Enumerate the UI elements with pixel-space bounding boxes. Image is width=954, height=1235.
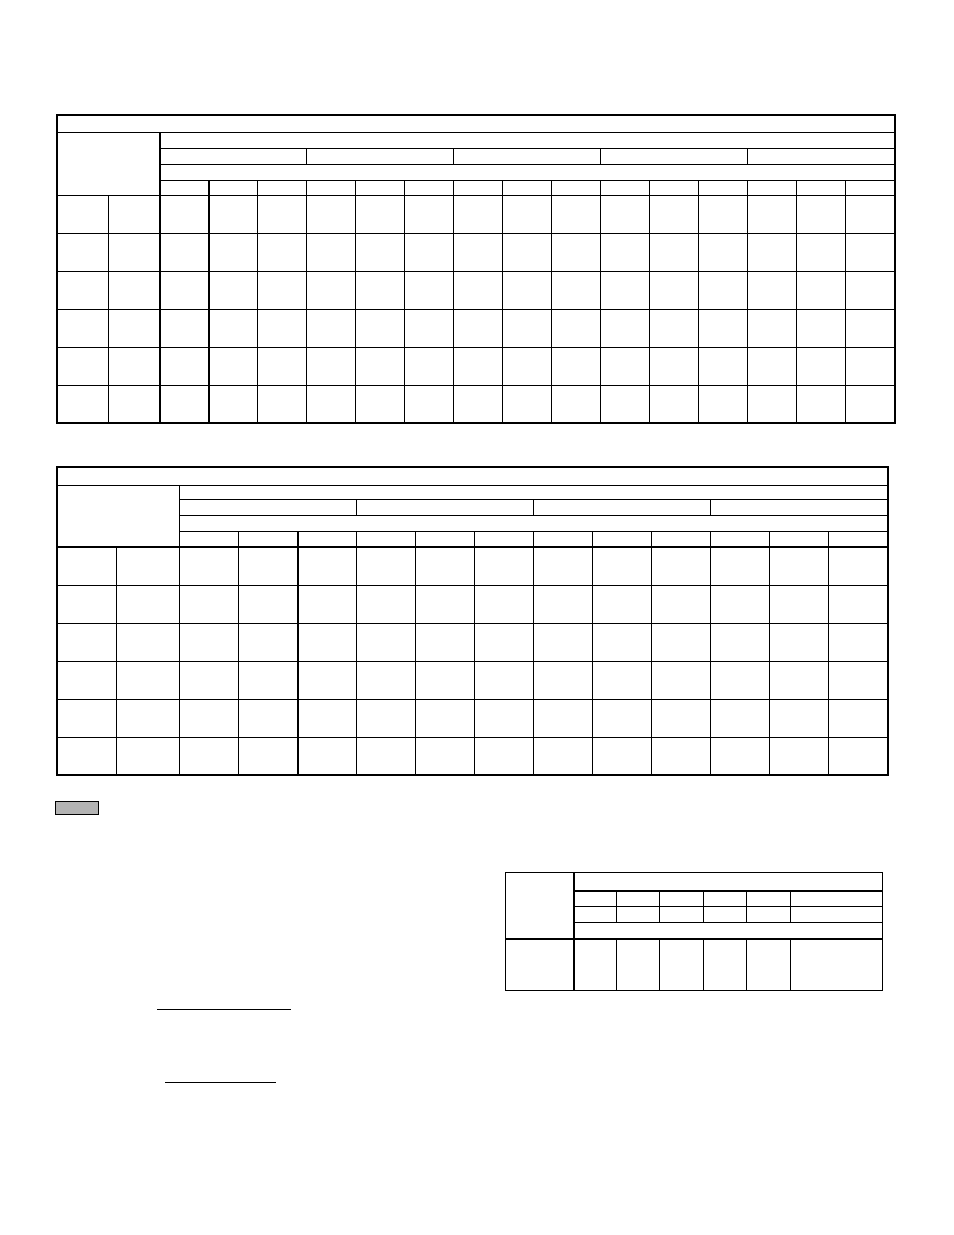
data-cell bbox=[699, 309, 748, 347]
data-cell bbox=[258, 233, 307, 271]
data-cell bbox=[552, 385, 601, 423]
data-cell bbox=[239, 699, 298, 737]
table-row bbox=[57, 385, 895, 423]
data-cell bbox=[209, 347, 258, 385]
data-cell bbox=[552, 195, 601, 233]
table-row bbox=[57, 195, 895, 233]
data-cell bbox=[534, 547, 593, 585]
data-cell bbox=[416, 585, 475, 623]
data-cell bbox=[475, 661, 534, 699]
row-label-cell bbox=[117, 547, 180, 585]
row-label-cell bbox=[109, 309, 160, 347]
row-label-cell bbox=[57, 623, 117, 661]
data-cell bbox=[601, 385, 650, 423]
column-label-cell bbox=[209, 180, 258, 195]
data-cell bbox=[180, 737, 239, 775]
data-cell bbox=[829, 661, 889, 699]
column-label-cell bbox=[239, 531, 298, 547]
table-row bbox=[57, 271, 895, 309]
data-cell bbox=[239, 661, 298, 699]
column-label-cell bbox=[704, 891, 747, 907]
data-cell bbox=[357, 585, 416, 623]
data-cell bbox=[748, 271, 797, 309]
column-label-cell bbox=[660, 907, 704, 923]
data-cell bbox=[475, 547, 534, 585]
data-cell bbox=[711, 661, 770, 699]
data-cell bbox=[829, 547, 889, 585]
data-cell bbox=[829, 585, 889, 623]
table-row bbox=[57, 309, 895, 347]
table-row bbox=[57, 515, 888, 531]
data-cell bbox=[307, 347, 356, 385]
data-cell bbox=[298, 699, 357, 737]
data-cell bbox=[209, 271, 258, 309]
data-cell bbox=[846, 271, 896, 309]
data-cell bbox=[356, 309, 405, 347]
data-cell bbox=[239, 547, 298, 585]
data-cell bbox=[534, 585, 593, 623]
table-row bbox=[57, 547, 888, 585]
data-cell bbox=[180, 661, 239, 699]
data-cell bbox=[503, 271, 552, 309]
data-cell bbox=[593, 737, 652, 775]
data-cell bbox=[503, 385, 552, 423]
subheader-cell bbox=[160, 164, 896, 180]
table-3 bbox=[505, 872, 883, 991]
table-row bbox=[57, 164, 895, 180]
column-label-cell bbox=[797, 180, 846, 195]
data-cell bbox=[791, 939, 883, 991]
data-cell bbox=[416, 699, 475, 737]
row-label-cell bbox=[109, 347, 160, 385]
data-cell bbox=[652, 661, 711, 699]
data-cell bbox=[829, 737, 889, 775]
data-cell bbox=[454, 271, 503, 309]
row-label-cell bbox=[117, 585, 180, 623]
column-label-cell bbox=[574, 891, 617, 907]
data-cell bbox=[593, 661, 652, 699]
data-cell bbox=[552, 309, 601, 347]
data-cell bbox=[574, 939, 617, 991]
column-label-cell bbox=[711, 531, 770, 547]
row-header-block bbox=[57, 132, 160, 195]
data-cell bbox=[454, 195, 503, 233]
table-1 bbox=[56, 114, 896, 424]
data-cell bbox=[748, 195, 797, 233]
data-cell bbox=[356, 385, 405, 423]
data-cell bbox=[797, 347, 846, 385]
data-cell bbox=[239, 737, 298, 775]
data-cell bbox=[747, 939, 791, 991]
group-header-cell bbox=[357, 499, 534, 515]
data-cell bbox=[748, 233, 797, 271]
data-cell bbox=[160, 385, 209, 423]
data-cell bbox=[829, 623, 889, 661]
column-label-cell bbox=[454, 180, 503, 195]
data-cell bbox=[846, 309, 896, 347]
column-label-cell bbox=[552, 180, 601, 195]
data-cell bbox=[593, 623, 652, 661]
data-cell bbox=[711, 585, 770, 623]
row-label-cell bbox=[117, 737, 180, 775]
data-cell bbox=[711, 547, 770, 585]
data-cell bbox=[405, 347, 454, 385]
data-cell bbox=[552, 271, 601, 309]
data-cell bbox=[699, 233, 748, 271]
column-label-cell bbox=[747, 907, 791, 923]
row-label-cell bbox=[57, 737, 117, 775]
data-cell bbox=[552, 233, 601, 271]
table-title-cell bbox=[57, 115, 895, 132]
data-cell bbox=[503, 347, 552, 385]
row-label-cell bbox=[57, 233, 109, 271]
data-cell bbox=[454, 233, 503, 271]
legend-swatch bbox=[55, 801, 99, 815]
column-label-cell bbox=[704, 907, 747, 923]
data-cell bbox=[298, 737, 357, 775]
column-label-cell bbox=[593, 531, 652, 547]
data-cell bbox=[454, 309, 503, 347]
table-row bbox=[57, 180, 895, 195]
data-cell bbox=[405, 271, 454, 309]
data-cell bbox=[770, 585, 829, 623]
signature-line-2 bbox=[165, 1082, 276, 1083]
table-row bbox=[57, 148, 895, 164]
table-row bbox=[57, 585, 888, 623]
data-cell bbox=[797, 233, 846, 271]
row-header-block bbox=[506, 873, 574, 939]
data-cell bbox=[601, 271, 650, 309]
data-cell bbox=[617, 939, 660, 991]
data-cell bbox=[601, 347, 650, 385]
data-cell bbox=[307, 271, 356, 309]
data-cell bbox=[258, 195, 307, 233]
data-cell bbox=[356, 347, 405, 385]
group-header-cell bbox=[180, 499, 357, 515]
table-row bbox=[57, 115, 895, 132]
data-cell bbox=[357, 661, 416, 699]
data-cell bbox=[475, 699, 534, 737]
row-label-cell bbox=[117, 623, 180, 661]
data-cell bbox=[357, 623, 416, 661]
data-cell bbox=[503, 233, 552, 271]
data-cell bbox=[209, 233, 258, 271]
data-cell bbox=[593, 547, 652, 585]
data-cell bbox=[356, 233, 405, 271]
row-label-cell bbox=[109, 195, 160, 233]
group-header-cell bbox=[748, 148, 896, 164]
table-row bbox=[57, 661, 888, 699]
column-label-cell bbox=[298, 531, 357, 547]
data-cell bbox=[475, 585, 534, 623]
data-cell bbox=[652, 585, 711, 623]
data-cell bbox=[748, 385, 797, 423]
row-label-cell bbox=[109, 271, 160, 309]
column-label-cell bbox=[650, 180, 699, 195]
data-cell bbox=[593, 699, 652, 737]
table-row bbox=[506, 873, 883, 891]
data-cell bbox=[846, 233, 896, 271]
data-cell bbox=[652, 737, 711, 775]
column-label-cell bbox=[405, 180, 454, 195]
column-label-cell bbox=[660, 891, 704, 907]
data-cell bbox=[239, 623, 298, 661]
data-cell bbox=[829, 699, 889, 737]
column-label-cell bbox=[770, 531, 829, 547]
table-row bbox=[57, 499, 888, 515]
data-cell bbox=[298, 661, 357, 699]
column-label-cell bbox=[357, 531, 416, 547]
data-cell bbox=[180, 585, 239, 623]
column-label-cell bbox=[180, 531, 239, 547]
data-cell bbox=[258, 271, 307, 309]
data-cell bbox=[650, 309, 699, 347]
group-header-cell bbox=[307, 148, 454, 164]
data-cell bbox=[416, 547, 475, 585]
data-cell bbox=[660, 939, 704, 991]
data-cell bbox=[454, 385, 503, 423]
group-header-cell bbox=[601, 148, 748, 164]
data-cell bbox=[160, 233, 209, 271]
data-cell bbox=[534, 661, 593, 699]
table-row bbox=[506, 939, 883, 991]
data-cell bbox=[180, 623, 239, 661]
data-cell bbox=[405, 309, 454, 347]
table-row bbox=[57, 233, 895, 271]
data-cell bbox=[405, 385, 454, 423]
column-header-cell bbox=[574, 873, 883, 891]
column-label-cell bbox=[791, 907, 883, 923]
data-cell bbox=[699, 347, 748, 385]
table-row bbox=[57, 623, 888, 661]
data-cell bbox=[258, 309, 307, 347]
data-cell bbox=[180, 547, 239, 585]
data-cell bbox=[770, 623, 829, 661]
group-header-cell bbox=[534, 499, 711, 515]
data-cell bbox=[652, 699, 711, 737]
data-cell bbox=[650, 347, 699, 385]
data-cell bbox=[405, 195, 454, 233]
data-cell bbox=[650, 195, 699, 233]
data-cell bbox=[160, 195, 209, 233]
group-header-cell bbox=[454, 148, 601, 164]
subheader-cell bbox=[180, 515, 889, 531]
column-label-cell bbox=[160, 180, 209, 195]
row-label-cell bbox=[57, 309, 109, 347]
row-label-cell bbox=[57, 585, 117, 623]
column-label-cell bbox=[652, 531, 711, 547]
table-title-cell bbox=[57, 467, 888, 485]
column-label-cell bbox=[748, 180, 797, 195]
table-row bbox=[57, 699, 888, 737]
group-header-cell bbox=[711, 499, 889, 515]
row-label-cell bbox=[57, 661, 117, 699]
data-cell bbox=[711, 737, 770, 775]
subheader-cell bbox=[574, 923, 883, 939]
data-cell bbox=[846, 195, 896, 233]
data-cell bbox=[307, 195, 356, 233]
data-cell bbox=[357, 547, 416, 585]
column-label-cell bbox=[829, 531, 889, 547]
column-label-cell bbox=[617, 907, 660, 923]
column-label-cell bbox=[747, 891, 791, 907]
data-cell bbox=[711, 623, 770, 661]
data-cell bbox=[601, 309, 650, 347]
data-cell bbox=[797, 385, 846, 423]
data-cell bbox=[258, 385, 307, 423]
data-cell bbox=[160, 271, 209, 309]
data-cell bbox=[601, 233, 650, 271]
table-row bbox=[57, 485, 888, 499]
data-cell bbox=[534, 737, 593, 775]
column-label-cell bbox=[791, 891, 883, 907]
data-cell bbox=[601, 195, 650, 233]
column-label-cell bbox=[846, 180, 896, 195]
data-cell bbox=[357, 699, 416, 737]
data-cell bbox=[846, 385, 896, 423]
data-cell bbox=[552, 347, 601, 385]
table-2 bbox=[56, 466, 889, 776]
data-cell bbox=[797, 271, 846, 309]
table-row bbox=[57, 132, 895, 148]
column-label-cell bbox=[534, 531, 593, 547]
data-cell bbox=[770, 699, 829, 737]
data-cell bbox=[307, 385, 356, 423]
column-label-cell bbox=[416, 531, 475, 547]
data-cell bbox=[356, 271, 405, 309]
data-cell bbox=[797, 195, 846, 233]
data-cell bbox=[699, 195, 748, 233]
data-cell bbox=[770, 737, 829, 775]
row-label-cell bbox=[117, 699, 180, 737]
data-cell bbox=[298, 547, 357, 585]
data-cell bbox=[770, 547, 829, 585]
data-cell bbox=[209, 309, 258, 347]
data-cell bbox=[503, 195, 552, 233]
data-cell bbox=[699, 271, 748, 309]
data-cell bbox=[650, 233, 699, 271]
data-cell bbox=[258, 347, 307, 385]
data-cell bbox=[416, 623, 475, 661]
column-label-cell bbox=[307, 180, 356, 195]
column-label-cell bbox=[475, 531, 534, 547]
column-label-cell bbox=[356, 180, 405, 195]
row-label-cell bbox=[109, 233, 160, 271]
data-cell bbox=[298, 585, 357, 623]
data-cell bbox=[650, 271, 699, 309]
data-cell bbox=[209, 195, 258, 233]
column-header-cell bbox=[180, 485, 889, 499]
data-cell bbox=[652, 623, 711, 661]
data-cell bbox=[503, 309, 552, 347]
data-cell bbox=[405, 233, 454, 271]
data-cell bbox=[180, 699, 239, 737]
row-label-cell bbox=[57, 385, 109, 423]
column-label-cell bbox=[617, 891, 660, 907]
table-row bbox=[57, 467, 888, 485]
column-label-cell bbox=[503, 180, 552, 195]
data-cell bbox=[307, 233, 356, 271]
data-cell bbox=[699, 385, 748, 423]
data-cell bbox=[475, 623, 534, 661]
row-label-cell bbox=[57, 347, 109, 385]
signature-line-1 bbox=[157, 1009, 291, 1010]
data-cell bbox=[307, 309, 356, 347]
data-cell bbox=[748, 309, 797, 347]
column-label-cell bbox=[601, 180, 650, 195]
group-header-cell bbox=[160, 148, 307, 164]
data-cell bbox=[711, 699, 770, 737]
data-cell bbox=[704, 939, 747, 991]
data-cell bbox=[454, 347, 503, 385]
column-label-cell bbox=[699, 180, 748, 195]
data-cell bbox=[239, 585, 298, 623]
column-label-cell bbox=[574, 907, 617, 923]
row-label-cell bbox=[506, 939, 574, 991]
data-cell bbox=[534, 623, 593, 661]
data-cell bbox=[593, 585, 652, 623]
data-cell bbox=[356, 195, 405, 233]
row-label-cell bbox=[57, 547, 117, 585]
data-cell bbox=[650, 385, 699, 423]
row-label-cell bbox=[57, 699, 117, 737]
row-label-cell bbox=[109, 385, 160, 423]
table-row bbox=[57, 737, 888, 775]
data-cell bbox=[652, 547, 711, 585]
data-cell bbox=[475, 737, 534, 775]
data-cell bbox=[209, 385, 258, 423]
data-cell bbox=[797, 309, 846, 347]
data-cell bbox=[846, 347, 896, 385]
table-row bbox=[57, 347, 895, 385]
data-cell bbox=[160, 309, 209, 347]
row-label-cell bbox=[117, 661, 180, 699]
row-label-cell bbox=[57, 271, 109, 309]
column-label-cell bbox=[258, 180, 307, 195]
data-cell bbox=[298, 623, 357, 661]
data-cell bbox=[748, 347, 797, 385]
table-row bbox=[57, 531, 888, 547]
data-cell bbox=[416, 661, 475, 699]
column-header-cell bbox=[160, 132, 896, 148]
data-cell bbox=[416, 737, 475, 775]
row-header-block bbox=[57, 485, 180, 547]
row-label-cell bbox=[57, 195, 109, 233]
data-cell bbox=[357, 737, 416, 775]
data-cell bbox=[534, 699, 593, 737]
data-cell bbox=[770, 661, 829, 699]
data-cell bbox=[160, 347, 209, 385]
